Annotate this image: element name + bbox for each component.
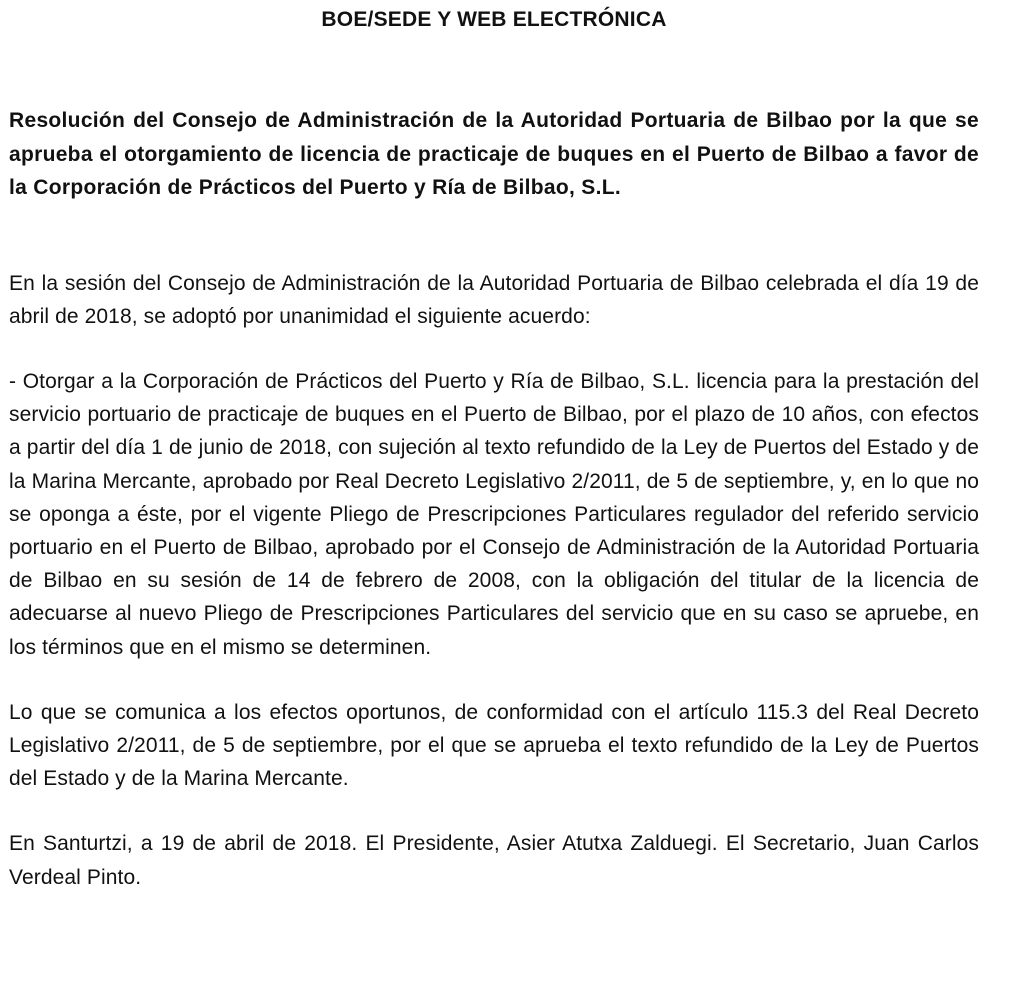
- paragraph-communication: Lo que se comunica a los efectos oportunos, de conformidad con el artículo 115.3 del Real Decreto Legislativo 2/2011, de 5 de septiembre, por el que se aprueba el texto refundido de la Ley de Puertos del Estado y de la Marina Mercante.: [9, 700, 979, 791]
- document-page: [9, 0, 979, 894]
- paragraph-signature: En Santurtzi, a 19 de abril de 2018. El Presidente, Asier Atutxa Zalduegi. El Secretario, Juan Carlos Verdeal Pinto.: [9, 832, 979, 889]
- paragraph-session: En la sesión del Consejo de Administración de la Autoridad Portuaria de Bilbao celebrada el día 19 de abril de 2018, se adoptó por unanimidad el siguiente acuerdo:: [9, 271, 979, 328]
- resolution-title: Resolución del Consejo de Administración de la Autoridad Portuaria de Bilbao por la que se aprueba el otorgamiento de licencia de practicaje de buques en el Puerto de Bilbao a favor de la Corporación de Prácticos del Puerto y Ría de Bilbao, S.L.: [9, 109, 979, 199]
- paragraph-agreement: - Otorgar a la Corporación de Prácticos del Puerto y Ría de Bilbao, S.L. licencia para la prestación del servicio portuario de practicaje de buques en el Puerto de Bilbao, por el plazo de 10 años, con efectos a partir del día 1 de junio de 2018, con sujeción al texto refundido de la Ley de Puertos del Estado y de la Marina Mercante, aprobado por Real Decreto Legislativo 2/2011, de 5 de septiembre, y, en lo que no se oponga a éste, por el vigente Pliego de Prescripciones Particulares regulador del referido servicio portuario en el Puerto de Bilbao, aprobado por el Consejo de Administración de la Autoridad Portuaria de Bilbao en su sesión de 14 de febrero de 2008, con la obligación del titular de la licencia de adecuarse al nuevo Pliego de Prescripciones Particulares del servicio que en su caso se apruebe, en los términos que en el mismo se determinen.: [9, 369, 979, 659]
- document-header: BOE/SEDE Y WEB ELECTRÓNICA: [321, 8, 667, 31]
